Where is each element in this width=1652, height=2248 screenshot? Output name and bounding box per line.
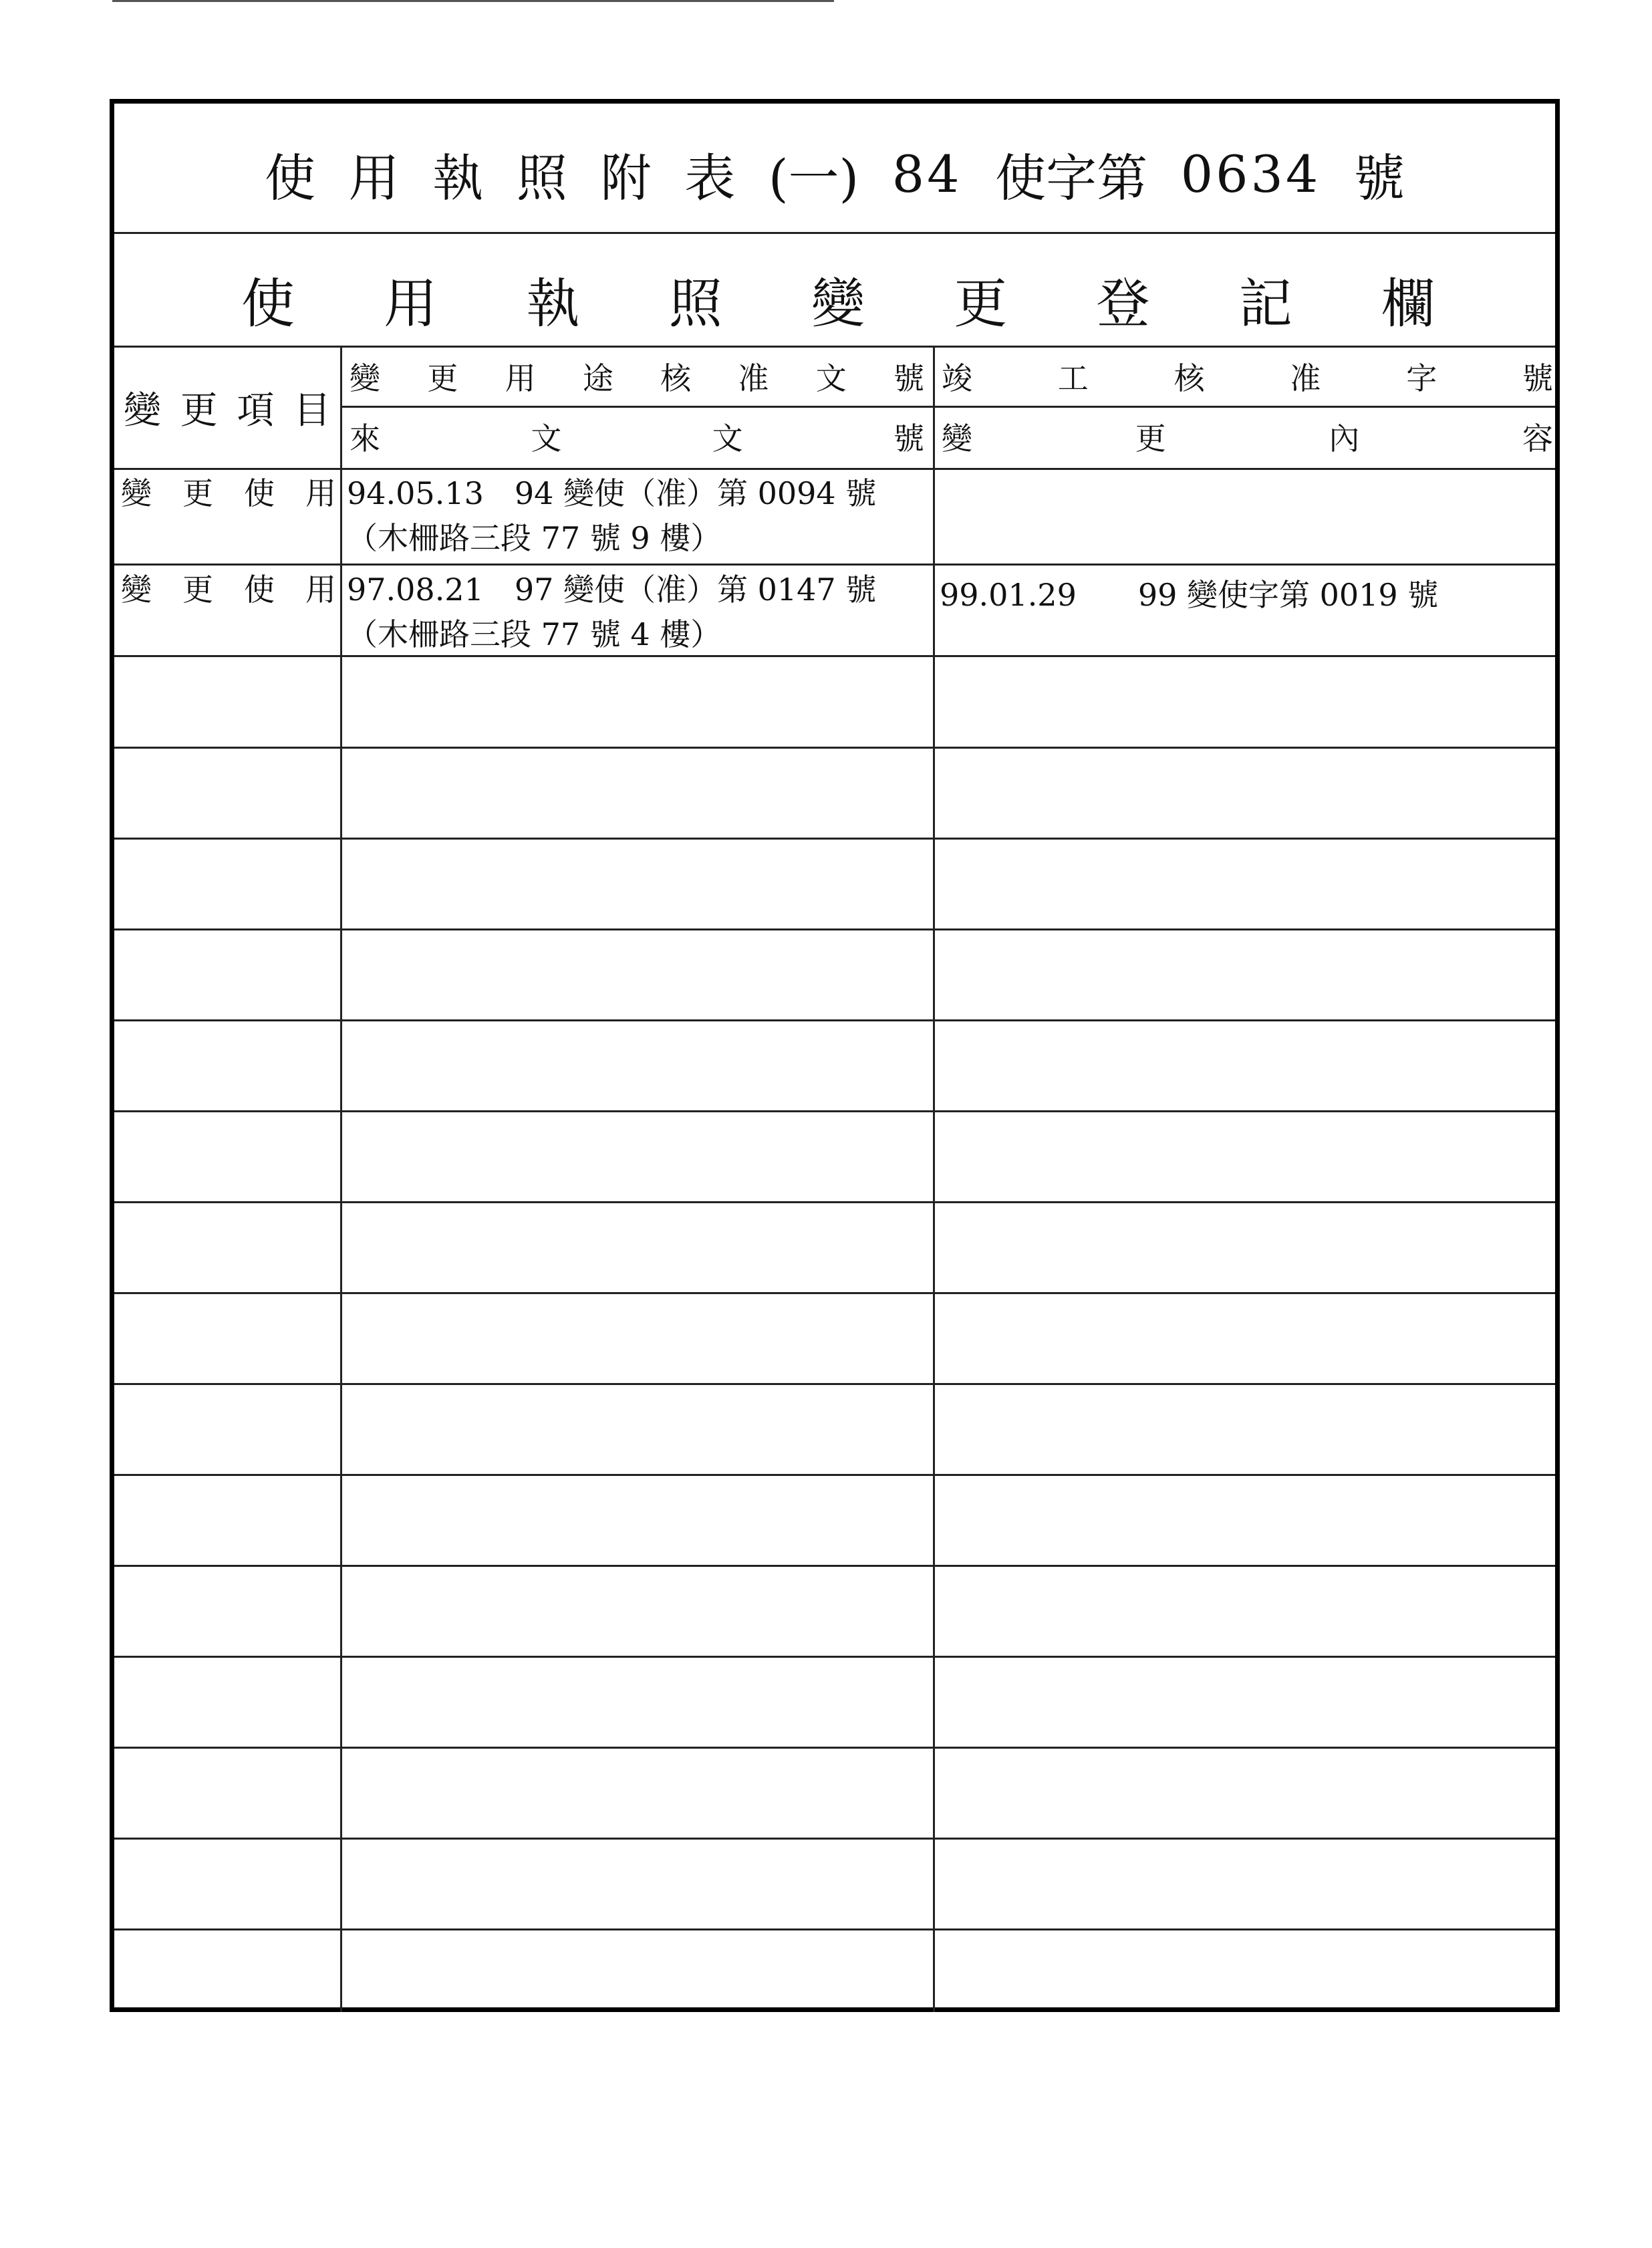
row-line <box>114 1201 1555 1203</box>
header-char: 文 <box>712 420 743 457</box>
subtitle-char: 照 <box>668 272 722 335</box>
header-char: 項 <box>237 389 275 432</box>
subtitle-char: 更 <box>954 272 1008 335</box>
header-char: 號 <box>893 420 924 457</box>
header-char: 更 <box>427 360 458 396</box>
subtitle-char: 登 <box>1096 272 1150 335</box>
divider-line <box>114 346 1555 348</box>
header-char: 工 <box>1057 360 1089 396</box>
item-char: 使 <box>244 475 275 511</box>
header-change-content <box>942 410 1553 463</box>
header-char: 用 <box>505 360 536 396</box>
header-char: 更 <box>180 389 218 432</box>
item-char: 使 <box>244 572 275 608</box>
row-line <box>114 655 1555 657</box>
title-char: 執 <box>432 148 484 208</box>
subtitle-char: 用 <box>384 272 438 335</box>
item-char: 更 <box>182 475 213 511</box>
item-char: 更 <box>182 572 213 608</box>
row-line <box>114 1383 1555 1385</box>
column-divider <box>340 346 342 2012</box>
title-number: 84 <box>891 144 962 204</box>
item-char: 變 <box>121 572 152 608</box>
item-char: 變 <box>121 475 152 511</box>
header-char: 容 <box>1522 420 1553 457</box>
title-char: (一) <box>768 148 859 208</box>
row-line <box>114 1019 1555 1021</box>
header-subdivider <box>340 406 1555 408</box>
header-incoming-number <box>350 410 924 463</box>
header-char: 變 <box>350 360 380 396</box>
header-char: 內 <box>1329 420 1360 457</box>
row-line <box>114 928 1555 930</box>
row-item <box>121 471 336 516</box>
page-title <box>265 130 1405 217</box>
item-char: 用 <box>305 572 336 608</box>
row-line <box>114 1838 1555 1840</box>
title-char: 使字第 <box>995 148 1148 208</box>
section-title <box>241 259 1435 339</box>
header-char: 目 <box>293 389 331 432</box>
register-sheet <box>110 99 1560 2012</box>
header-char: 准 <box>738 360 769 396</box>
row-line <box>114 1474 1555 1476</box>
approval-address: （木柵路三段 77 號 4 樓） <box>347 616 722 652</box>
title-char: 照 <box>516 148 567 208</box>
subtitle-char: 使 <box>241 272 295 335</box>
header-char: 號 <box>893 360 924 396</box>
header-approval-number <box>350 350 924 403</box>
header-char: 竣 <box>942 360 972 396</box>
row-line <box>114 1928 1555 1930</box>
subtitle-char: 變 <box>811 272 865 335</box>
row-line <box>114 1656 1555 1658</box>
header-char: 文 <box>531 420 562 457</box>
approval-line: 94.05.13 94 變使（准）第 0094 號 <box>347 475 877 511</box>
header-char: 號 <box>1522 360 1553 396</box>
title-char: 使 <box>265 148 315 208</box>
row-line <box>114 1110 1555 1112</box>
row-completion: 99.01.29 99 變使字第 0019 號 <box>940 577 1439 613</box>
title-char: 表 <box>684 148 736 208</box>
header-char: 變 <box>942 420 972 457</box>
title-char: 用 <box>348 148 400 208</box>
header-char: 途 <box>582 360 613 396</box>
approval-line: 97.08.21 97 變使（准）第 0147 號 <box>347 572 877 608</box>
header-completion-number <box>942 350 1553 403</box>
subtitle-char: 記 <box>1238 272 1292 335</box>
header-char: 核 <box>1174 360 1205 396</box>
header-char: 更 <box>1135 420 1166 457</box>
subtitle-char: 欄 <box>1381 272 1435 335</box>
header-char: 來 <box>350 420 380 457</box>
divider-line <box>114 232 1555 234</box>
row-approval <box>347 471 876 560</box>
title-char: 附 <box>600 148 652 208</box>
header-char: 核 <box>660 360 692 396</box>
header-item <box>124 368 331 448</box>
row-line <box>114 1747 1555 1749</box>
row-line <box>114 838 1555 840</box>
row-line <box>114 1565 1555 1567</box>
header-char: 變 <box>124 389 161 432</box>
scan-top-line <box>112 0 834 2</box>
column-divider <box>933 346 935 2012</box>
header-char: 字 <box>1406 360 1437 396</box>
row-line <box>114 747 1555 749</box>
title-number: 0634 <box>1180 144 1321 204</box>
approval-address: （木柵路三段 77 號 9 樓） <box>347 519 722 556</box>
row-line <box>114 564 1555 566</box>
header-char: 准 <box>1290 360 1321 396</box>
row-line <box>114 1292 1555 1294</box>
title-char: 號 <box>1353 148 1405 208</box>
row-line <box>114 468 1555 470</box>
item-char: 用 <box>305 475 336 511</box>
header-char: 文 <box>815 360 847 396</box>
row-approval <box>347 568 876 656</box>
row-item <box>121 568 336 612</box>
subtitle-char: 執 <box>526 272 580 335</box>
